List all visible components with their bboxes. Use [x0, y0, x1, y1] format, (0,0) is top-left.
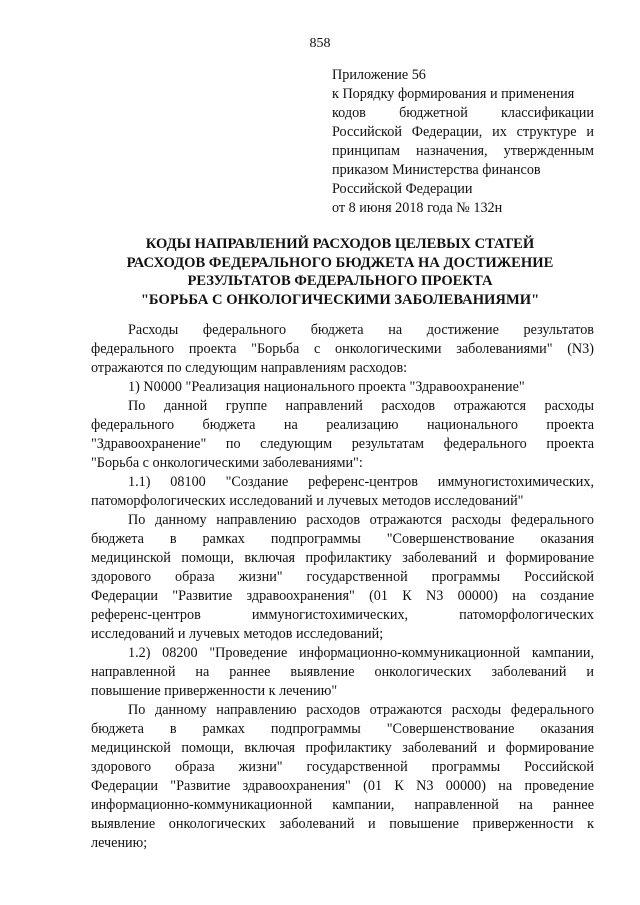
- appendix-line: кодов бюджетной классификации: [332, 105, 594, 121]
- title-line: КОДЫ НАПРАВЛЕНИЙ РАСХОДОВ ЦЕЛЕВЫХ СТАТЕЙ: [145, 236, 535, 252]
- title-line: "БОРЬБА С ОНКОЛОГИЧЕСКИМИ ЗАБОЛЕВАНИЯМИ": [140, 291, 540, 308]
- body-line: "Здравоохранение" по следующим результатам федерального проекта: [91, 436, 594, 452]
- body-line: здорового образа жизни" государственной программы Российской: [91, 759, 594, 775]
- body-line: Федерации "Развитие здравоохранения" (01 К N3 00000) на создание: [91, 588, 594, 604]
- body-line: бюджета в рамках подпрограммы "Совершенствование оказания: [91, 531, 594, 547]
- body-line: медицинской помощи, включая профилактику заболеваний и формирование: [91, 740, 594, 756]
- document-body: [91, 321, 594, 853]
- body-line: По данному направлению расходов отражаются расходы федерального: [128, 702, 594, 718]
- body-line: 1.2) 08200 "Проведение информационно-коммуникационной кампании,: [128, 645, 594, 661]
- body-line: 1) N0000 "Реализация национального проекта "Здравоохранение": [128, 379, 525, 395]
- body-line: Расходы федерального бюджета на достижение результатов: [128, 322, 594, 338]
- body-line: федерального бюджета на реализацию национального проекта: [91, 417, 594, 433]
- body-line: отражаются по следующим направлениям расходов:: [91, 360, 408, 376]
- appendix-line: принципам назначения, утвержденным: [332, 143, 594, 159]
- document-title: [70, 235, 610, 309]
- appendix-reference: [332, 66, 594, 218]
- body-line: исследований и лучевых методов исследований;: [91, 626, 384, 642]
- body-line: Федерации "Развитие здравоохранения" (01 К N3 00000) на проведение: [91, 778, 594, 794]
- appendix-line: к Порядку формирования и применения: [332, 86, 575, 102]
- body-line: 1.1) 08100 "Создание референс-центров иммуногистохимических,: [128, 474, 594, 490]
- body-line: "Борьба с онкологическими заболеваниями":: [91, 455, 363, 471]
- title-line: РАСХОДОВ ФЕДЕРАЛЬНОГО БЮДЖЕТА НА ДОСТИЖЕНИЕ: [126, 254, 554, 271]
- body-line: направленной на раннее выявление онкологических заболеваний и: [91, 664, 594, 680]
- body-line: референс-центров иммуногистохимических, патоморфологических: [91, 607, 594, 623]
- appendix-line: приказом Министерства финансов: [332, 162, 541, 178]
- title-line: РЕЗУЛЬТАТОВ ФЕДЕРАЛЬНОГО ПРОЕКТА: [187, 273, 493, 289]
- page-number: 858: [309, 36, 331, 51]
- body-line: информационно-коммуникационной кампании, направленной на раннее: [91, 797, 594, 813]
- body-line: лечению;: [91, 835, 148, 851]
- body-line: выявление онкологических заболеваний и повышение приверженности к: [91, 816, 594, 832]
- appendix-line: от 8 июня 2018 года № 132н: [332, 200, 503, 216]
- body-line: здорового образа жизни" государственной программы Российской: [91, 569, 594, 585]
- appendix-line: Российской Федерации: [332, 181, 473, 197]
- body-line: патоморфологических исследований и лучевых методов исследований": [91, 493, 524, 509]
- body-line: По данному направлению расходов отражаются расходы федерального: [128, 512, 594, 528]
- body-line: бюджета в рамках подпрограммы "Совершенствование оказания: [91, 721, 594, 737]
- body-line: По данной группе направлений расходов отражаются расходы: [128, 398, 594, 414]
- appendix-line: Приложение 56: [332, 67, 426, 83]
- appendix-line: Российской Федерации, их структуре и: [332, 124, 594, 140]
- body-line: повышение приверженности к лечению": [91, 683, 338, 699]
- body-line: медицинской помощи, включая профилактику заболеваний и формирование: [91, 550, 594, 566]
- body-line: федерального проекта "Борьба с онкологическими заболеваниями" (N3): [91, 341, 594, 357]
